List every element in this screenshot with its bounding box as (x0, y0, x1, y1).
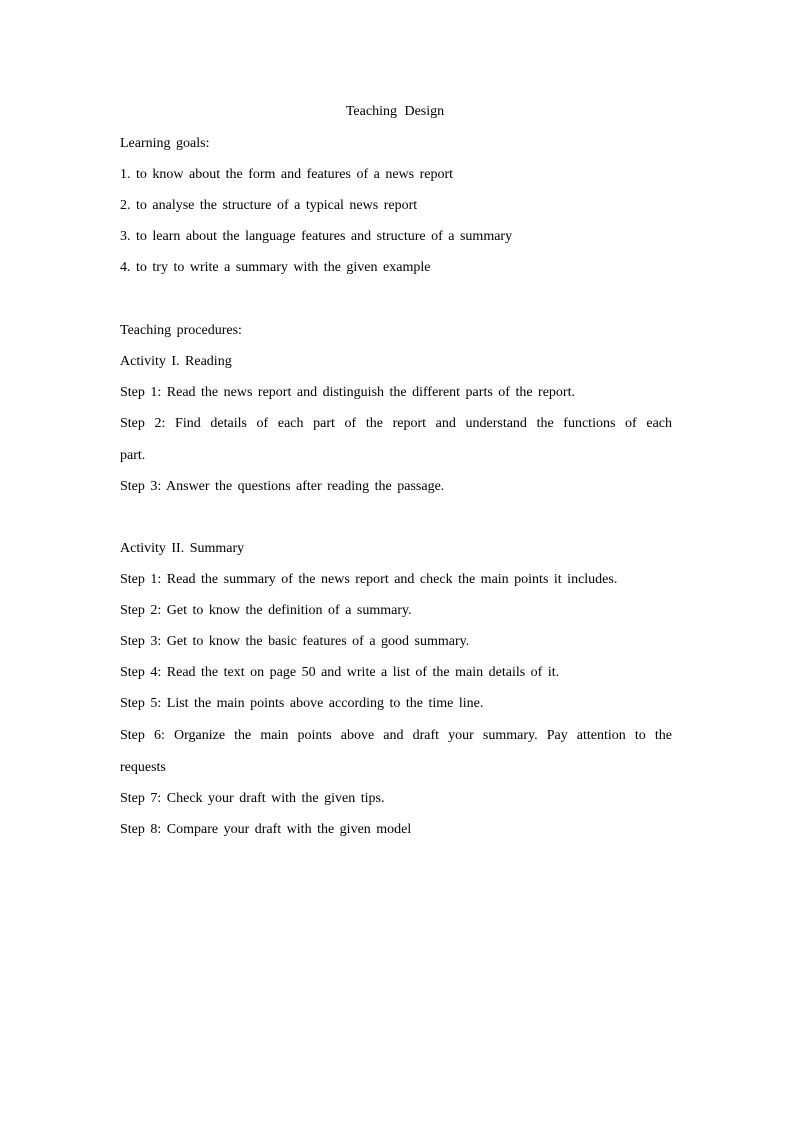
goal-item: 2. to analyse the structure of a typical news report (120, 198, 418, 213)
activity-1-step: Step 3: Answer the questions after reading the passage. (120, 479, 445, 494)
goal-item: 3. to learn about the language features and structure of a summary (120, 229, 513, 244)
activity-1-step-continuation: part. (120, 448, 146, 463)
activity-2-step: Step 3: Get to know the basic features of a good summary. (120, 634, 470, 649)
activity-2-step: Step 8: Compare your draft with the given model (120, 822, 412, 837)
activity-1-step: Step 2: Find details of each part of the report and understand the functions of each (120, 416, 672, 431)
activity-2-step: Step 2: Get to know the definition of a summary. (120, 603, 412, 618)
activity-2-step: Step 7: Check your draft with the given tips. (120, 791, 385, 806)
activity-1-heading: Activity I. Reading (120, 354, 232, 369)
page-title: Teaching Design (345, 104, 445, 119)
activity-2-step-continuation: requests (120, 760, 166, 775)
activity-2-step: Step 4: Read the text on page 50 and write a list of the main details of it. (120, 665, 560, 680)
goal-item: 4. to try to write a summary with the given example (120, 260, 431, 275)
activity-1-step: Step 1: Read the news report and distinguish the different parts of the report. (120, 385, 575, 400)
activity-2-step: Step 1: Read the summary of the news report and check the main points it includes. (120, 572, 618, 587)
goal-item: 1. to know about the form and features of a news report (120, 167, 454, 182)
activity-2-step: Step 5: List the main points above according to the time line. (120, 696, 484, 711)
activity-2-step: Step 6: Organize the main points above and draft your summary. Pay attention to the (120, 728, 672, 743)
teaching-procedures-heading: Teaching procedures: (120, 323, 242, 338)
activity-2-heading: Activity II. Summary (120, 541, 245, 556)
learning-goals-heading: Learning goals: (120, 136, 210, 151)
